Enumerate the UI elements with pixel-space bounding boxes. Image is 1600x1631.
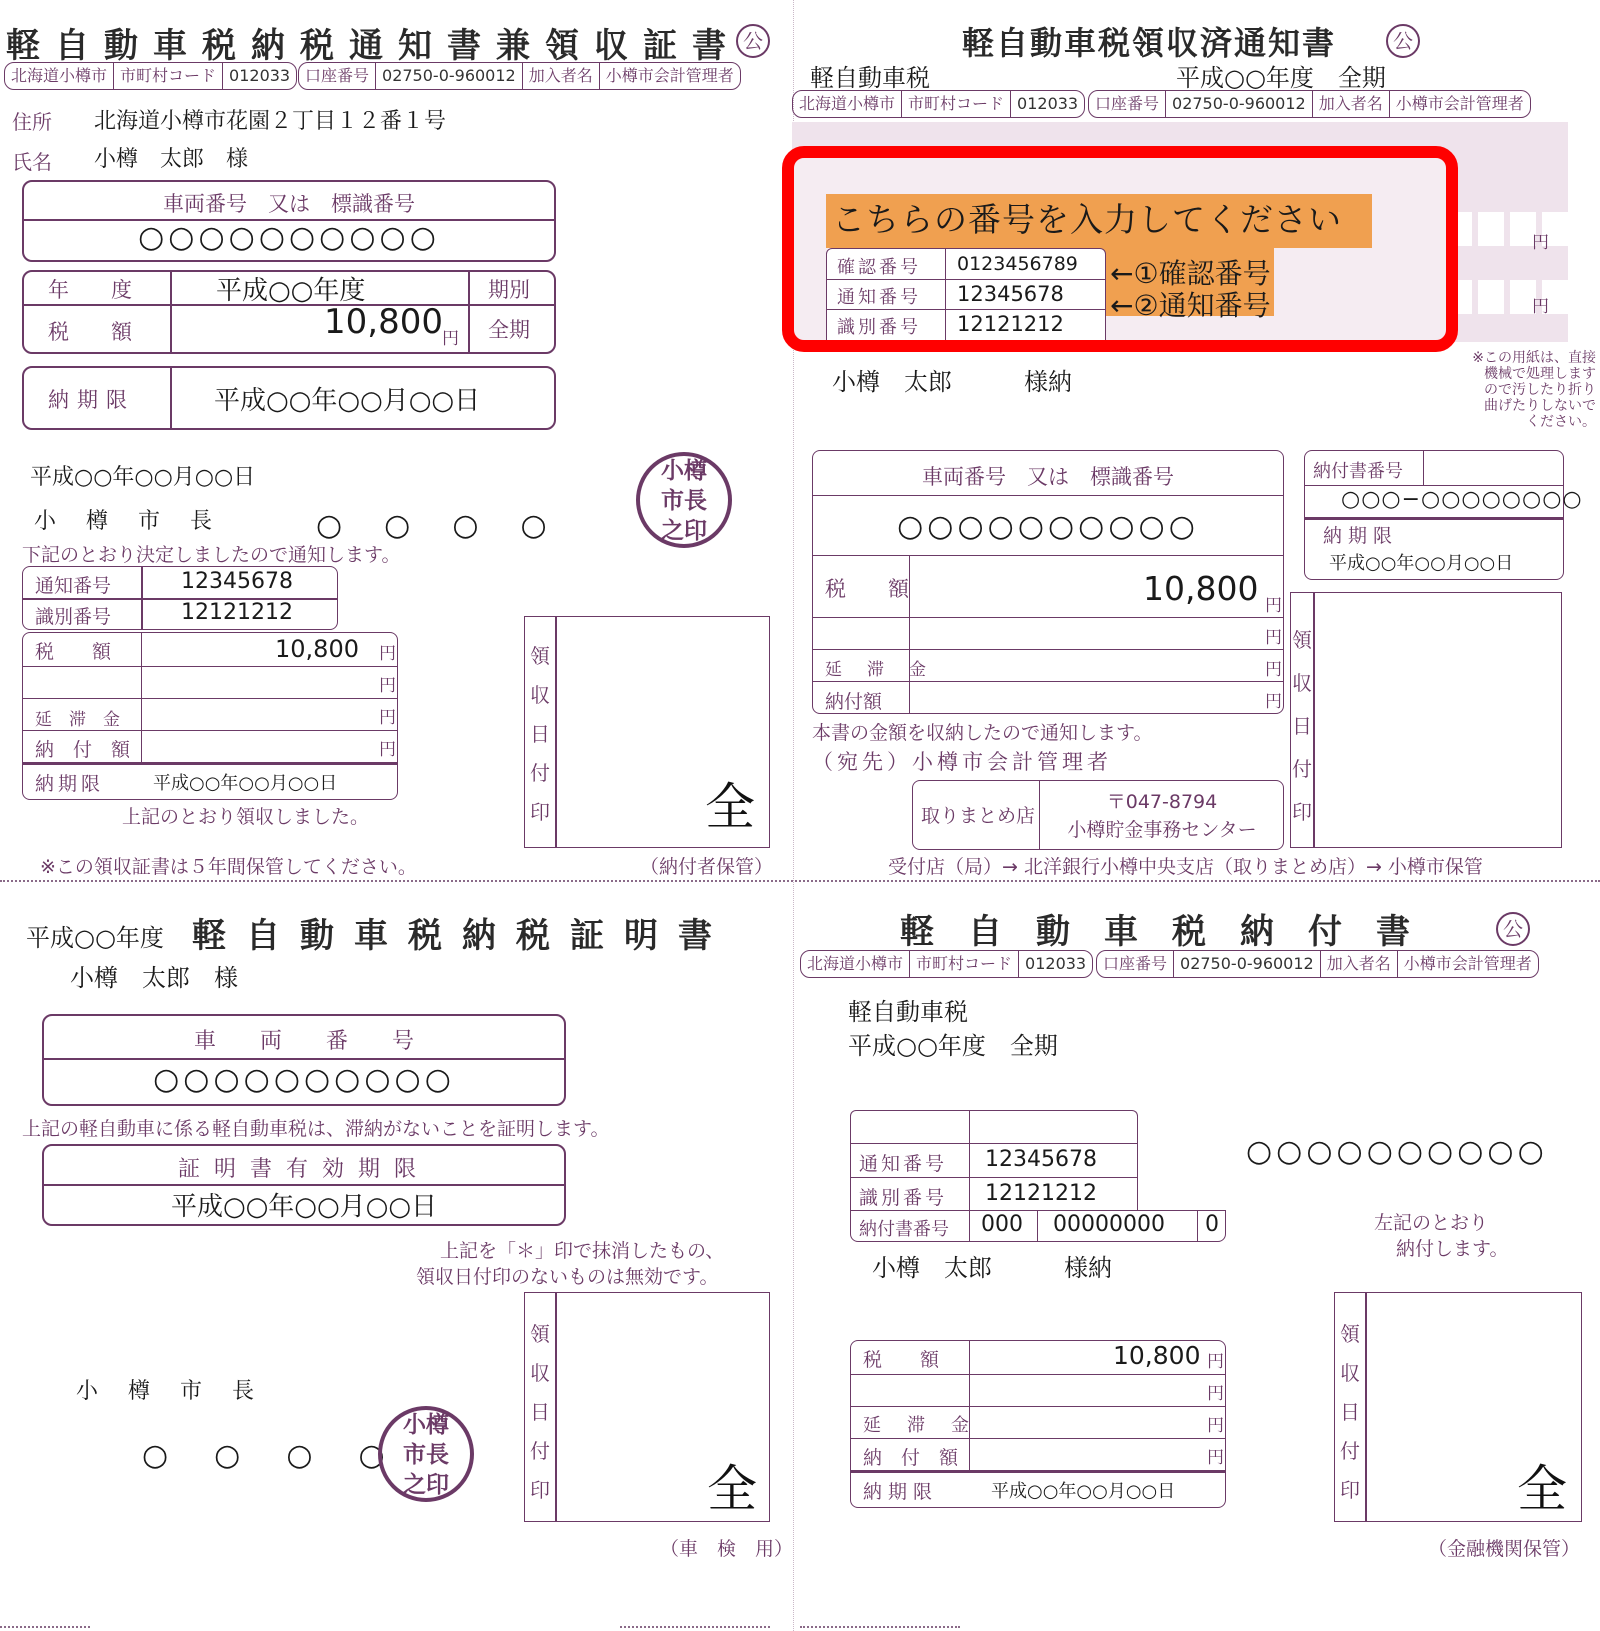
- city-code-header: [800, 950, 1093, 978]
- mayor-title: 小 樽 市 長: [34, 509, 217, 534]
- bill-number: ○○○−○○○○○○○○: [1341, 487, 1583, 512]
- bill-number-row: [850, 1210, 1226, 1242]
- city-code-header: [792, 90, 1085, 118]
- address-label: 住所: [12, 110, 52, 134]
- account-label: 口座番号: [1097, 951, 1174, 977]
- validity-box: [42, 1144, 566, 1226]
- year-label: 年 度: [48, 278, 132, 302]
- vehicle-number-label: 車両番号 又は 標識番号: [163, 192, 415, 216]
- number-table: [826, 248, 1106, 352]
- doc-title: 軽自動車税納付書: [900, 912, 1444, 952]
- receipt-amount-table: [22, 632, 398, 800]
- full-period-mark: 全: [705, 778, 755, 836]
- yen-unit: 円: [379, 740, 396, 760]
- horizontal-cut-line: [0, 880, 1600, 882]
- receipt-due-value: 平成○○年○○月○○日: [153, 773, 338, 794]
- receipt-stamp-label: 領 収 日 付 印: [1340, 1322, 1360, 1502]
- notice-arrow-label: ←②通知番号: [1110, 289, 1271, 322]
- receipt-date-stamp-box: [524, 616, 770, 848]
- yen-unit: 円: [1265, 660, 1282, 680]
- due-date-box: [22, 366, 556, 430]
- id-number: 12121212: [181, 600, 293, 625]
- yen-unit: 円: [1207, 1416, 1224, 1436]
- city-code-label: 市町村コード: [902, 91, 1011, 117]
- account-label: 口座番号: [299, 63, 376, 89]
- account-header: [1096, 950, 1539, 978]
- public-seal-icon: 公: [736, 24, 770, 58]
- notice-number-label: 通知番号: [859, 1153, 948, 1175]
- cut-mark: [620, 1626, 770, 1628]
- tax-value: 10,800: [324, 302, 443, 342]
- input-highlight-box: [782, 146, 1458, 352]
- city-code-value: 012033: [1017, 94, 1079, 113]
- payer-name: 小樽 太郎 様納: [832, 368, 1072, 396]
- city-name: 北海道小樽市: [793, 91, 902, 117]
- receipt-tax-value: 10,800: [275, 635, 359, 663]
- confirm-number: 0123456789: [957, 253, 1078, 275]
- due-label: 納期限: [1323, 525, 1399, 547]
- yen-unit: 円: [1532, 233, 1549, 253]
- bill-number-part-1: 000: [981, 1212, 1023, 1237]
- tax-type: 軽自動車税: [810, 64, 930, 92]
- due-label: 納期限: [48, 388, 135, 412]
- issue-date: 平成○○年○○月○○日: [30, 465, 256, 490]
- receipt-due-label: 納期限: [35, 773, 105, 795]
- yen-unit: 円: [1207, 1448, 1224, 1468]
- city-code-label: 市町村コード: [910, 951, 1019, 977]
- tax-label: 税 額: [863, 1349, 940, 1371]
- aggregating-name: 小樽貯金事務センター: [1067, 819, 1257, 841]
- payment-message-1: 左記のとおり: [1374, 1212, 1489, 1234]
- tax-period: 平成○○年度 全期: [1176, 64, 1386, 92]
- account-header: [1088, 90, 1531, 118]
- vehicle-number-value: ○○○○○○○○○○: [897, 509, 1199, 544]
- notice-number: 12345678: [985, 1147, 1097, 1172]
- year-value: 平成○○年度: [216, 276, 366, 306]
- late-fee-label: 延 滞 金: [35, 710, 120, 730]
- callout-banner: こちらの番号を入力してください: [826, 194, 1372, 248]
- payment-amount-label: 納付額: [825, 691, 883, 713]
- vehicle-number-label: 車 両 番 号: [193, 1029, 414, 1054]
- account-number: 02750-0-960012: [1174, 951, 1321, 977]
- payment-amount-label: 納 付 額: [863, 1447, 959, 1469]
- tax-type: 軽自動車税: [848, 998, 968, 1026]
- mayor-title: 小 樽 市 長: [76, 1379, 259, 1404]
- due-value: 平成○○年○○月○○日: [214, 386, 481, 416]
- due-value: 平成○○年○○月○○日: [1329, 553, 1514, 574]
- aggregating-branch-box: [912, 780, 1284, 850]
- yen-unit: 円: [379, 676, 396, 696]
- cut-mark: [0, 1626, 90, 1628]
- receipt-date-stamp-box: [1334, 1292, 1582, 1522]
- doc-title: 軽自動車税納税通知書兼領収証書: [6, 26, 741, 66]
- bill-number-part-3: 0: [1205, 1212, 1219, 1237]
- yen-unit: 円: [1532, 297, 1549, 317]
- notice-id-box: [22, 566, 338, 630]
- yen-unit: 円: [1207, 1352, 1224, 1372]
- vehicle-number-label: 車両番号 又は 標識番号: [922, 465, 1174, 489]
- public-seal-icon: 公: [1496, 912, 1530, 946]
- bill-number-label: 納付書番号: [1313, 461, 1403, 482]
- receipt-stamp-label: 領 収 日 付 印: [530, 1322, 550, 1502]
- vehicle-number-box: [42, 1014, 566, 1106]
- due-label: 納期限: [863, 1481, 939, 1503]
- yen-unit: 円: [1265, 596, 1282, 616]
- payee-value: 小樽市会計管理者: [1395, 94, 1524, 113]
- void-note-1: 上記を「＊」印で抹消したもの、: [440, 1240, 725, 1262]
- doc-title: 軽自動車税納税証明書: [192, 916, 732, 956]
- keeper-note: （金融機関保管）: [1428, 1538, 1581, 1560]
- tax-value: 10,800: [1113, 1341, 1201, 1370]
- mayor-seal-stamp: 小樽市長之印: [636, 452, 732, 548]
- payee-label: 加入者名: [1313, 91, 1390, 117]
- id-number: 12121212: [957, 312, 1064, 336]
- owner-name: 小樽 太郎 様: [70, 964, 238, 992]
- tax-label: 税 額: [48, 320, 132, 344]
- id-number-label: 識別番号: [837, 317, 921, 338]
- validity-label: 証明書有効期限: [177, 1157, 430, 1182]
- bill-number-part-2: 00000000: [1053, 1212, 1165, 1237]
- vehicle-number-value: ○○○○○○○○○○: [1246, 1134, 1548, 1169]
- routing-note: 受付店（局）→ 北洋銀行小樽中央支店（取りまとめ店）→ 小樽市保管: [888, 856, 1483, 878]
- tax-period: 平成○○年度 全期: [848, 1032, 1058, 1060]
- aggregating-zip: 〒047-8794: [1106, 791, 1218, 813]
- yen-unit: 円: [1265, 692, 1282, 712]
- aggregating-branch-label: 取りまとめ店: [921, 805, 1036, 827]
- account-number: 02750-0-960012: [1166, 91, 1313, 117]
- amount-table: [850, 1340, 1226, 1508]
- usage-note: （車 検 用）: [660, 1538, 794, 1560]
- payee-label: 加入者名: [523, 63, 600, 89]
- vehicle-amount-table: [812, 450, 1284, 714]
- account-header: [298, 62, 741, 90]
- city-code-header: [4, 62, 297, 90]
- doc-title: 軽自動車税領収済通知書: [962, 24, 1337, 62]
- notice-number: 12345678: [957, 282, 1064, 306]
- id-number: 12121212: [985, 1181, 1097, 1206]
- number-table: [850, 1110, 1138, 1210]
- id-number-label: 識別番号: [859, 1187, 948, 1209]
- name-label: 氏名: [12, 150, 52, 174]
- bill-number-box: [1304, 450, 1583, 580]
- notice-number: 12345678: [181, 569, 293, 594]
- yen-unit: 円: [379, 644, 396, 664]
- receipt-date-stamp-box: [524, 1292, 770, 1522]
- due-value: 平成○○年○○月○○日: [991, 1481, 1176, 1502]
- cut-mark: [800, 1626, 960, 1628]
- tax-year-box: [22, 270, 556, 354]
- received-note: 上記のとおり領収しました。: [122, 806, 370, 828]
- vehicle-number-value: ○○○○○○○○○○: [138, 220, 440, 255]
- mayor-name: ○ ○ ○ ○: [316, 508, 553, 543]
- mayor-name: ○ ○ ○ ○: [142, 1438, 393, 1473]
- payee-label: 加入者名: [1321, 951, 1398, 977]
- keeper-note: （納付者保管）: [640, 856, 774, 878]
- receipt-stamp-label: 領 収 日 付 印: [1292, 628, 1312, 824]
- notice-number-label: 通知番号: [837, 287, 921, 308]
- vehicle-number-box: [22, 180, 556, 262]
- account-label: 口座番号: [1089, 91, 1166, 117]
- payment-amount-label: 納 付 額: [35, 739, 131, 761]
- city-code-value: 012033: [229, 66, 291, 85]
- address-value: 北海道小樽市花園２丁目１２番１号: [94, 109, 447, 134]
- payee-value: 小樽市会計管理者: [605, 66, 734, 85]
- yen-unit: 円: [379, 708, 396, 728]
- void-note-2: 領収日付印のないものは無効です。: [416, 1266, 719, 1288]
- late-fee-label: 延 滞 金: [863, 1415, 973, 1436]
- yen-unit: 円: [1207, 1384, 1224, 1404]
- id-number-label: 識別番号: [35, 606, 112, 628]
- receipt-tax-label: 税 額: [35, 641, 112, 663]
- receipt-date-stamp-box: [1290, 592, 1562, 848]
- confirm-arrow-label: ←①確認番号: [1110, 257, 1271, 290]
- yen-unit: 円: [1265, 628, 1282, 648]
- certification-text: 上記の軽自動車に係る軽自動車税は、滞納がないことを証明します。: [22, 1118, 610, 1140]
- validity-value: 平成○○年○○月○○日: [170, 1192, 438, 1222]
- certificate-year: 平成○○年度: [26, 924, 164, 952]
- tax-label: 税 額: [825, 577, 909, 601]
- public-seal-icon: 公: [1386, 24, 1420, 58]
- yen-unit: 円: [442, 329, 459, 349]
- machine-handling-note: ※この用紙は、直接 機械で処理します ので汚したり折り 曲げたりしないで ください。: [1472, 350, 1596, 430]
- notice-number-label: 通知番号: [35, 575, 112, 597]
- collected-notice: 本書の金額を収納したので通知します。: [812, 722, 1153, 744]
- decision-notice: 下記のとおり決定しましたので通知します。: [22, 544, 401, 566]
- receipt-stamp-label: 領 収 日 付 印: [530, 644, 550, 824]
- confirm-number-label: 確認番号: [837, 257, 921, 278]
- full-period-mark: 全: [1517, 1460, 1567, 1518]
- retention-note: ※この領収証書は５年間保管してください。: [40, 856, 417, 878]
- mayor-seal-stamp: 小樽市長之印: [378, 1406, 474, 1502]
- tax-value: 10,800: [1143, 569, 1259, 608]
- name-value: 小樽 太郎 様: [94, 147, 249, 172]
- account-number: 02750-0-960012: [376, 63, 523, 89]
- period-label: 期別: [488, 278, 530, 302]
- full-period-mark: 全: [707, 1460, 757, 1518]
- late-fee-label: 延 滞 金: [825, 660, 930, 680]
- period-value: 全期: [488, 318, 530, 342]
- payer-name: 小樽 太郎 様納: [872, 1254, 1112, 1282]
- addressee: （宛先）小樽市会計管理者: [812, 750, 1112, 774]
- city-name: 北海道小樽市: [5, 63, 114, 89]
- vehicle-number-value: ○○○○○○○○○○: [153, 1062, 455, 1097]
- city-name: 北海道小樽市: [801, 951, 910, 977]
- city-code-label: 市町村コード: [114, 63, 223, 89]
- bill-number-label: 納付書番号: [859, 1219, 949, 1240]
- payment-message-2: 納付します。: [1396, 1238, 1509, 1260]
- payee-value: 小樽市会計管理者: [1403, 954, 1532, 973]
- city-code-value: 012033: [1025, 954, 1087, 973]
